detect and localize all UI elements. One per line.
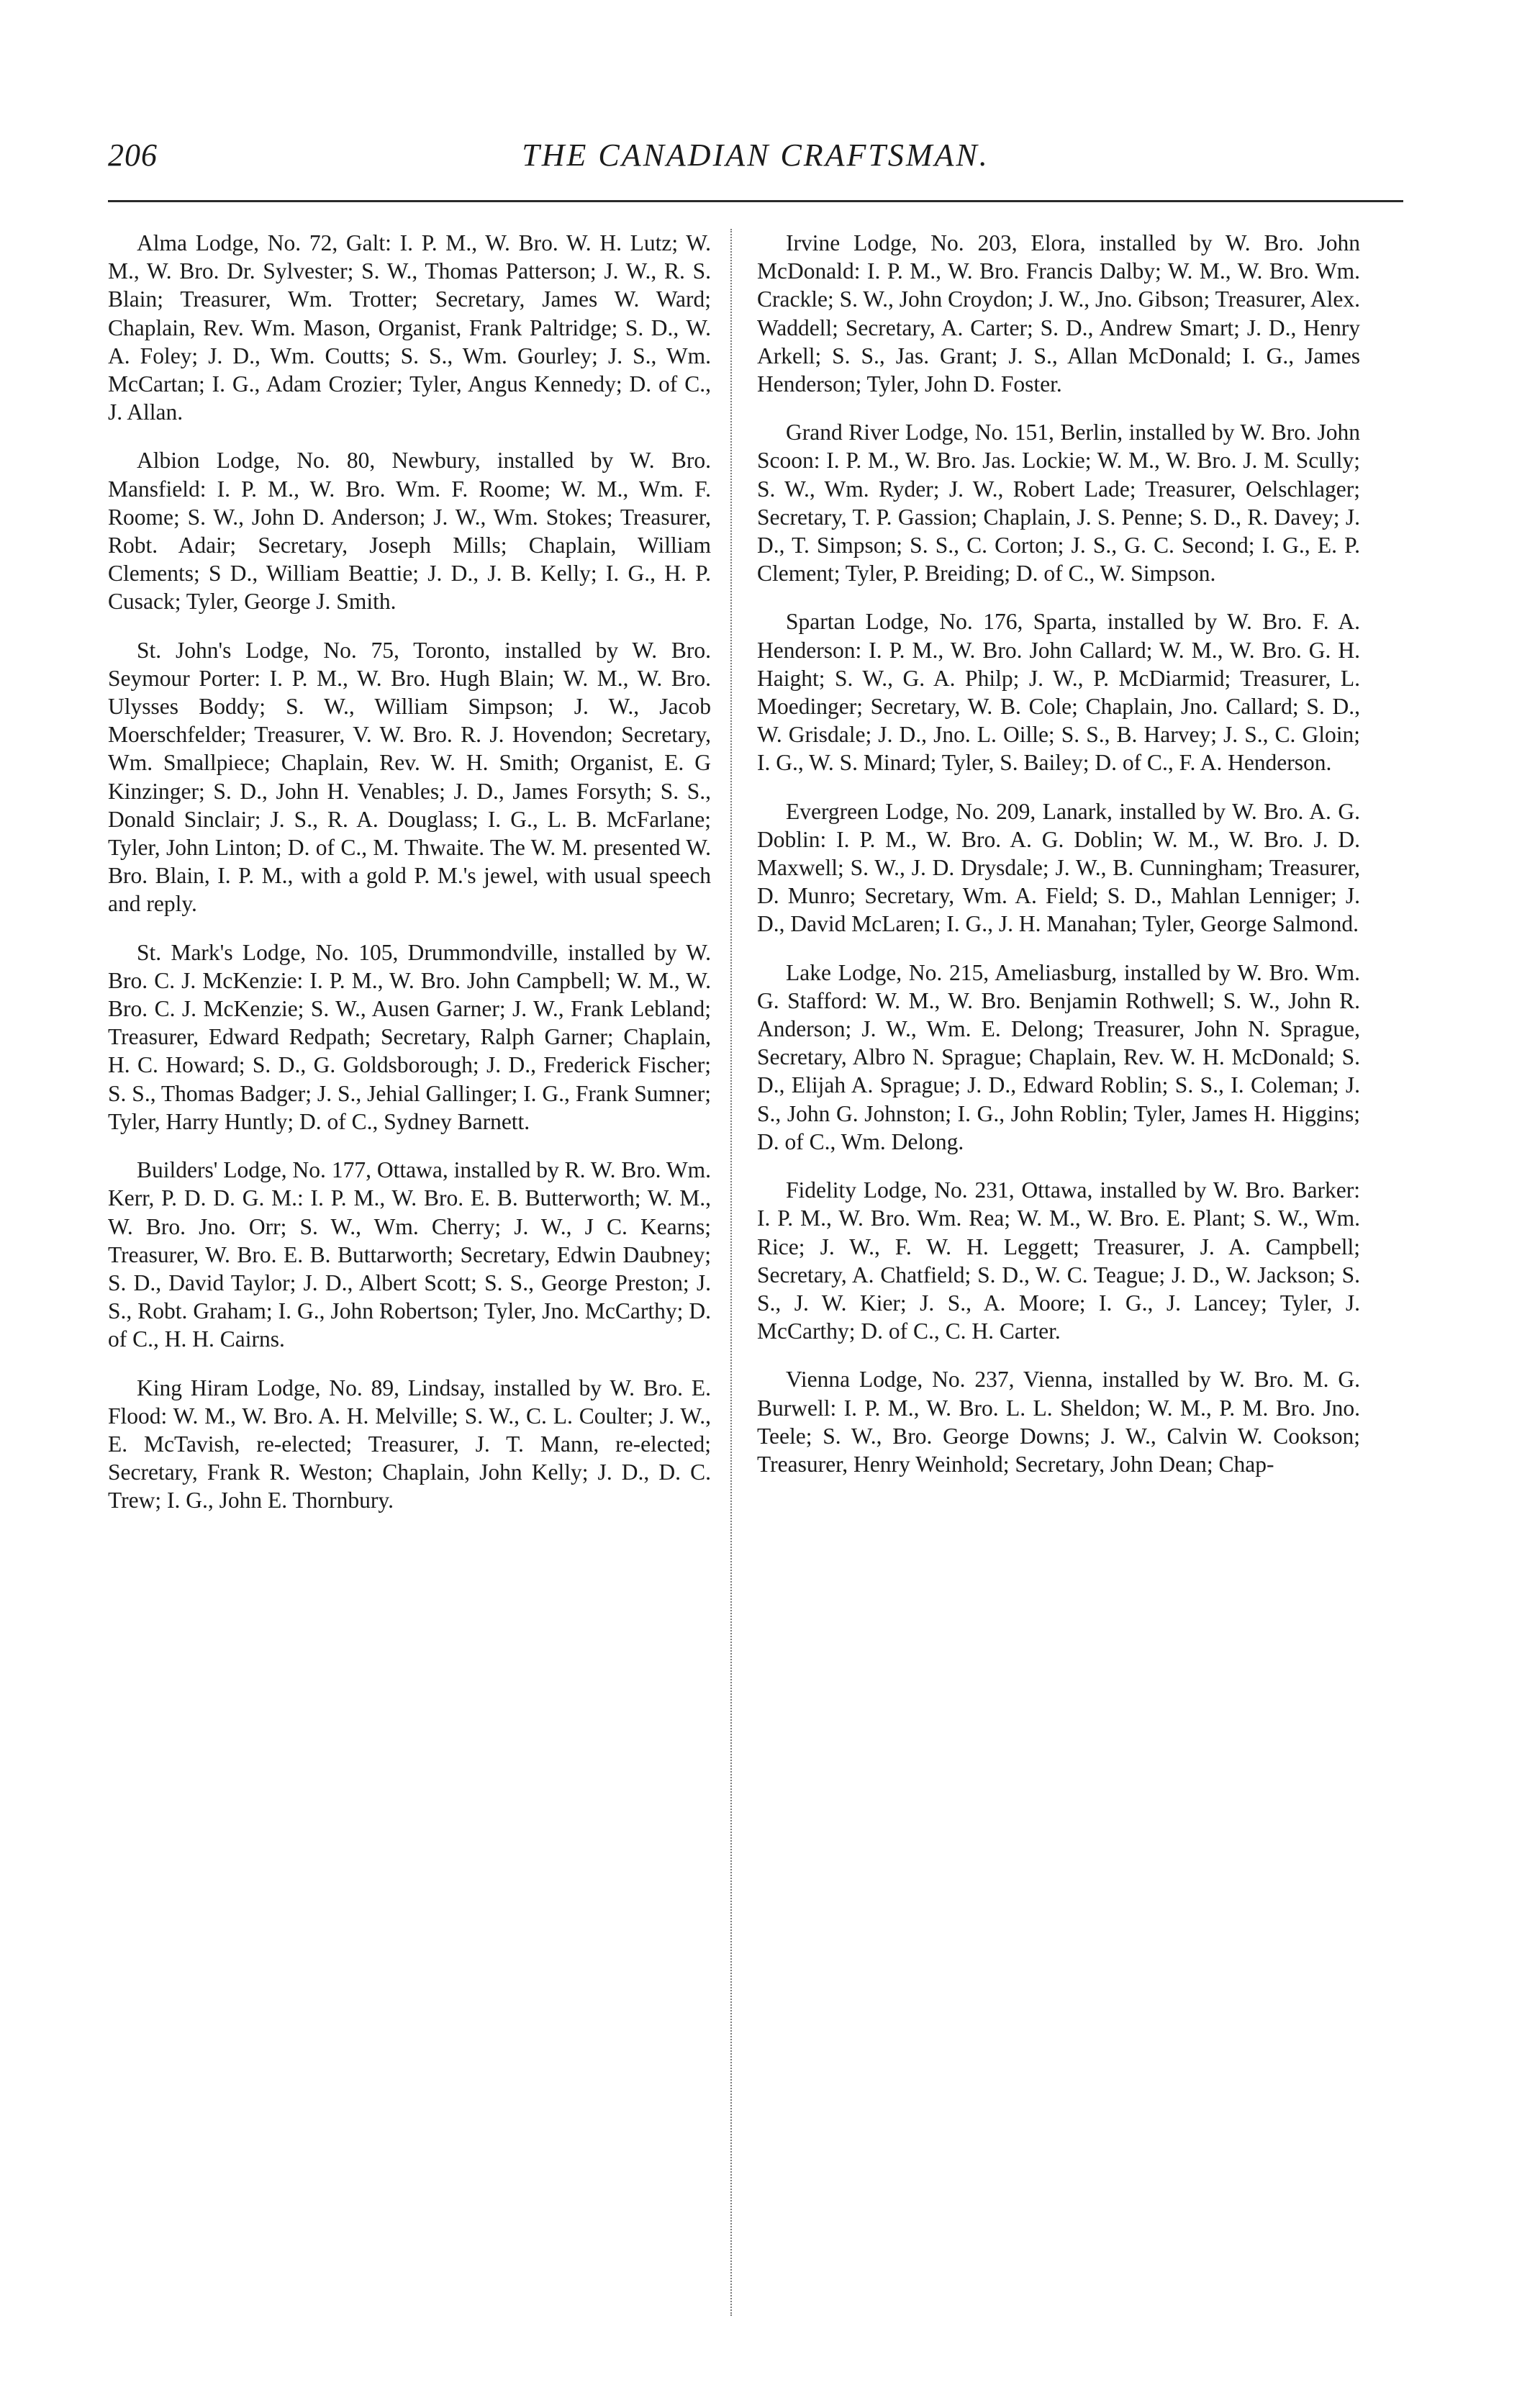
lodge-entry-vienna: Vienna Lodge, No. 237, Vienna, installed by W. Bro. M. G. Burwell: I. P. M., W. Bro. L. L. Sheldon; W. M., P. M. Bro. Jno. Teele; S. W., Bro. George Downs; J. W., Calvin W. Cookson; Treasurer, Henry Weinhold; Secretary, John Dean; Chap-: [757, 1367, 1360, 1477]
lodge-entry-lake: Lake Lodge, No. 215, Ameliasburg, installed by W. Bro. Wm. G. Stafford: W. M., W. Bro. Benjamin Rothwell; S. W., John R. Anderson; J. W., Wm. E. Delong; Treasurer, John N. Sprague, Secretary, Albro N. Sprague; Chaplain, Rev. W. H. McDonald; S. D., Elijah A. Sprague; J. D., Edward Roblin; S. S., I. Coleman; J. S., John G. Johnston; I. G., John Roblin; Tyler, James H. Higgins; D. of C., Wm. Delong.: [757, 959, 1360, 1154]
header-rule: [108, 200, 1403, 202]
lodge-entry-albion: Albion Lodge, No. 80, Newbury, installed by W. Bro. Mansfield: I. P. M., W. Bro. Wm. F. Roome; W. M., Wm. F. Roome; S. W., John D. Anderson; J. W., Wm. Stokes; Treasurer, Robt. Adair; Secretary, Joseph Mills; Chaplain, William Clements; S D., William Beattie; J. D., J. B. Kelly; I. G., H. P. Cusack; Tyler, George J. Smith.: [108, 448, 711, 615]
lodge-entry-grand-river: Grand River Lodge, No. 151, Berlin, installed by W. Bro. John Scoon: I. P. M., W. Bro. Jas. Lockie; W. M., W. Bro. J. M. Scully; S. W., Wm. Ryder; J. W., Robert Lade; Treasurer, Oelschlager; Secretary, T. P. Gassion; Chaplain, J. S. Penne; S. D., R. Davey; J. D., T. Simpson; S. S., C. Corton; J. S., G. C. Second; I. G., E. P. Clement; Tyler, P. Breiding; D. of C., W. Simpson.: [757, 420, 1360, 587]
lodge-entry-irvine: Irvine Lodge, No. 203, Elora, installed by W. Bro. John McDonald: I. P. M., W. Bro. Francis Dalby; W. M., W. Bro. Wm. Crackle; S. W., John Croydon; J. W., Jno. Gibson; Treasurer, Alex. Waddell; Secretary, A. Carter; S. D., Andrew Smart; J. D., Henry Arkell; S. S., Jas. Grant; J. S., Allan McDonald; I. G., James Henderson; Tyler, John D. Foster.: [757, 230, 1360, 397]
lodge-entry-fidelity: Fidelity Lodge, No. 231, Ottawa, installed by W. Bro. Barker: I. P. M., W. Bro. Wm. Rea; W. M., W. Bro. E. Plant; S. W., Wm. Rice; J. W., F. W. H. Leggett; Treasurer, J. A. Campbell; Secretary, A. Chatfield; S. D., W. C. Teague; J. D., W. Jackson; S. S., J. W. Kier; J. S., A. Moore; I. G., J. Lancey; Tyler, J. McCarthy; D. of C., C. H. Carter.: [757, 1177, 1360, 1344]
lodge-entry-st-marks: St. Mark's Lodge, No. 105, Drummondville, installed by W. Bro. C. J. McKenzie: I. P. M., W. Bro. John Campbell; W. M., W. Bro. C. J. McKenzie; S. W., Ausen Garner; J. W., Frank Lebland; Treasurer, Edward Redpath; Secretary, Ralph Garner; Chaplain, H. C. Howard; S. D., G. Goldsborough; J. D., Frederick Fischer; S. S., Thomas Badger; J. S., Jehial Gallinger; I. G., Frank Sumner; Tyler, Harry Huntly; D. of C., Sydney Barnett.: [108, 939, 711, 1134]
page-header: [108, 137, 1403, 187]
lodge-entry-king-hiram: King Hiram Lodge, No. 89, Lindsay, installed by W. Bro. E. Flood: W. M., W. Bro. A. H. Melville; S. W., C. L. Coulter; J. W., E. McTavish, re-elected; Treasurer, J. T. Mann, re-elected; Secretary, Frank R. Weston; Chaplain, John Kelly; J. D., D. C. Trew; I. G., John E. Thornbury.: [108, 1375, 711, 1513]
lodge-entry-st-johns: St. John's Lodge, No. 75, Toronto, installed by W. Bro. Seymour Porter: I. P. M., W. Bro. Hugh Blain; W. M., W. Bro. Ulysses Boddy; S. W., William Simpson; J. W., Jacob Moerschfelder; Treasurer, V. W. Bro. R. J. Hovendon; Secretary, Wm. Smallpiece; Chaplain, Rev. W. H. Smith; Organist, E. G Kinzinger; S. D., John H. Venables; J. D., James Forsyth; S. S., Donald Sinclair; J. S., R. A. Douglass; I. G., L. B. McFarlane; Tyler, John Linton; D. of C., M. Thwaite. The W. M. presented W. Bro. Blain, I. P. M., with a gold P. M.'s jewel, with usual speech and reply.: [108, 637, 711, 917]
page-number: 206: [108, 137, 158, 173]
column-divider: [730, 229, 732, 2316]
lodge-entry-evergreen: Evergreen Lodge, No. 209, Lanark, installed by W. Bro. A. G. Doblin: I. P. M., W. Bro. A. G. Doblin; W. M., W. Bro. J. D. Maxwell; S. W., J. D. Drysdale; J. W., B. Cunningham; Treasurer, D. Munro; Secretary, Wm. A. Field; S. D., Mahlan Lenniger; J. D., David McLaren; I. G., J. H. Manahan; Tyler, George Salmond.: [757, 798, 1360, 937]
running-title: THE CANADIAN CRAFTSMAN.: [522, 137, 989, 173]
right-column: [757, 229, 1360, 1498]
lodge-entry-builders: Builders' Lodge, No. 177, Ottawa, installed by R. W. Bro. Wm. Kerr, P. D. D. G. M.: I. P. M., W. Bro. E. B. Butterworth; W. M., W. Bro. Jno. Orr; S. W., Wm. Cherry; J. W., J C. Kearns; Treasurer, W. Bro. E. B. Buttarworth; Secretary, Edwin Daubney; S. D., David Taylor; J. D., Albert Scott; S. S., George Preston; J. S., Robt. Graham; I. G., John Robertson; Tyler, Jno. McCarthy; D. of C., H. H. Cairns.: [108, 1157, 711, 1352]
left-column: [108, 229, 711, 1535]
lodge-entry-spartan: Spartan Lodge, No. 176, Sparta, installed by W. Bro. F. A. Henderson: I. P. M., W. Bro. John Callard; W. M., W. Bro. G. H. Haight; S. W., G. A. Philp; J. W., P. McDiarmid; Treasurer, L. Moedinger; Secretary, W. B. Cole; Chaplain, Jno. Callard; S. D., W. Grisdale; J. D., Jno. L. Oille; S. S., B. Harvey; J. S., C. Gloin; I. G., W. S. Minard; Tyler, S. Bailey; D. of C., F. A. Henderson.: [757, 609, 1360, 776]
lodge-entry-alma: Alma Lodge, No. 72, Galt: I. P. M., W. Bro. W. H. Lutz; W. M., W. Bro. Dr. Sylvester; S. W., Thomas Patterson; J. W., R. S. Blain; Treasurer, Wm. Trotter; Secretary, James W. Ward; Chaplain, Rev. Wm. Mason, Organist, Frank Paltridge; S. D., W. A. Foley; J. D., Wm. Coutts; S. S., Wm. Gourley; J. S., Wm. McCartan; I. G., Adam Crozier; Tyler, Angus Kennedy; D. of C., J. Allan.: [108, 230, 711, 425]
